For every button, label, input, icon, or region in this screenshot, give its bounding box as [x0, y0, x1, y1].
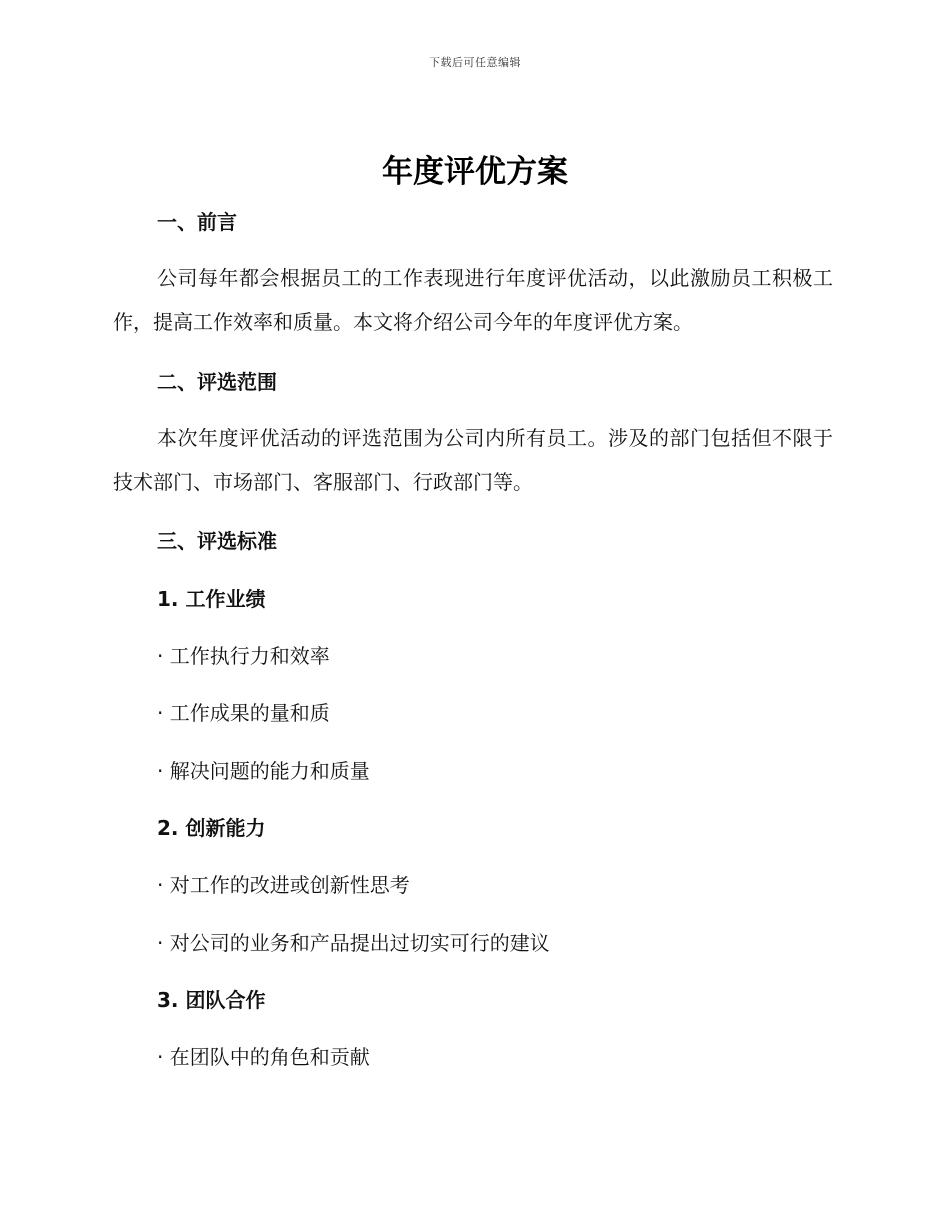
criteria-group-title: 2. 创新能力: [157, 816, 266, 840]
list-item: · 工作成果的量和质: [157, 701, 330, 725]
header-note: 下载后可任意编辑: [429, 56, 521, 69]
list-item: · 对公司的业务和产品提出过切实可行的建议: [157, 931, 550, 955]
criteria-group-title: 3. 团队合作: [157, 988, 266, 1012]
section-heading-criteria: 三、评选标准: [157, 529, 277, 553]
criteria-group-title: 1. 工作业绩: [157, 587, 266, 611]
list-item: · 工作执行力和效率: [157, 644, 330, 668]
list-item: · 对工作的改进或创新性思考: [157, 873, 410, 897]
paragraph-preface: 公司每年都会根据员工的工作表现进行年度评优活动，以此激励员工积极工作，提高工作效率和质量。本文将介绍公司今年的年度评优方案。: [113, 266, 833, 334]
list-item: · 解决问题的能力和质量: [157, 759, 370, 783]
paragraph-scope: 本次年度评优活动的评选范围为公司内所有员工。涉及的部门包括但不限于技术部门、市场部门、客服部门、行政部门等。: [113, 426, 833, 494]
list-item: · 在团队中的角色和贡献: [157, 1045, 370, 1069]
section-heading-scope: 二、评选范围: [157, 370, 277, 394]
page-title: 年度评优方案: [382, 154, 568, 190]
section-heading-preface: 一、前言: [157, 210, 237, 234]
